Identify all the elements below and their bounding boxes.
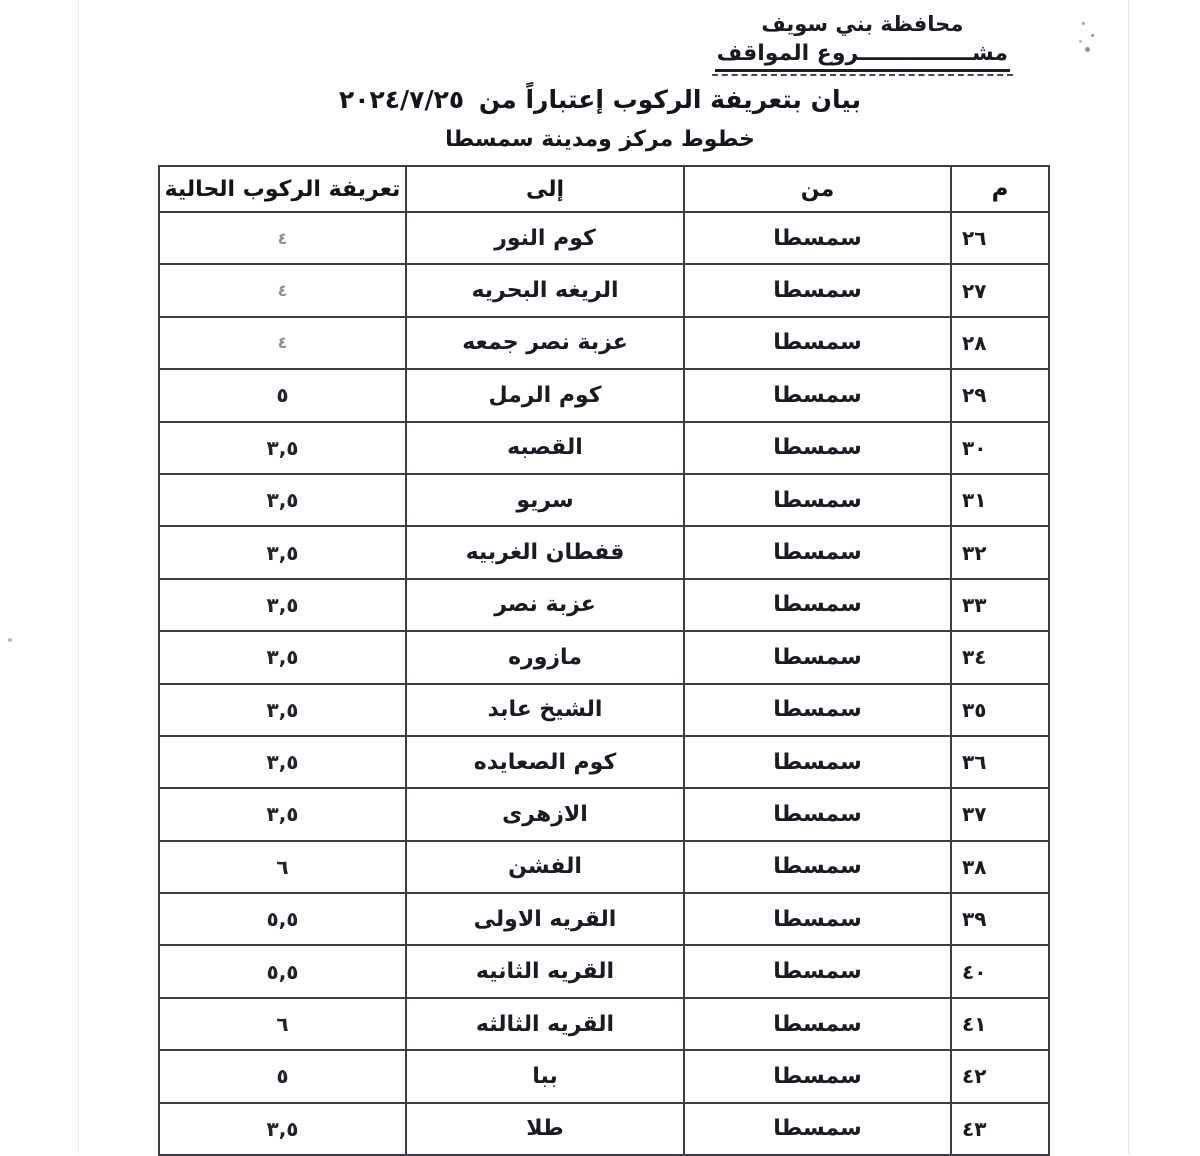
table-row: [159, 369, 1049, 421]
governorate-name: محافظة بني سويف: [761, 12, 964, 36]
to-cell: عزبة نصر جمعه: [406, 317, 684, 369]
row-number-cell: ٤٢: [951, 1050, 1049, 1102]
fare-cell: ٣,٥: [159, 684, 406, 736]
to-cell: الشيخ عابد: [406, 684, 684, 736]
table-row: [159, 893, 1049, 945]
fare-cell: ٤: [159, 264, 406, 316]
from-cell: سمسطا: [684, 264, 951, 316]
header-from: من: [684, 166, 951, 212]
to-cell: طلا: [406, 1103, 684, 1155]
from-cell: سمسطا: [684, 684, 951, 736]
row-number-cell: ٤٠: [951, 945, 1049, 997]
scan-dot: [8, 638, 12, 642]
to-cell: قفطان الغربيه: [406, 526, 684, 578]
row-number-cell: ٣٤: [951, 631, 1049, 683]
title-text: بيان بتعريفة الركوب إعتباراً من: [478, 85, 861, 114]
to-cell: القريه الثالثه: [406, 998, 684, 1050]
from-cell: سمسطا: [684, 893, 951, 945]
to-cell: كوم الصعايده: [406, 736, 684, 788]
department-name: مشـــــــــــــــروع المواقف: [715, 41, 1010, 72]
row-number-cell: ٣١: [951, 474, 1049, 526]
from-cell: سمسطا: [684, 422, 951, 474]
from-cell: سمسطا: [684, 369, 951, 421]
fare-cell: ٣,٥: [159, 422, 406, 474]
letterhead: [715, 12, 1010, 72]
scan-artifact-left-edge: [78, 0, 79, 1153]
to-cell: القريه الاولى: [406, 893, 684, 945]
table-row: [159, 1103, 1049, 1155]
from-cell: سمسطا: [684, 788, 951, 840]
table-row: [159, 474, 1049, 526]
scan-speck: [1082, 22, 1085, 25]
table-row: [159, 264, 1049, 316]
table-row: [159, 317, 1049, 369]
scan-artifact-right-edge: [1128, 0, 1129, 1153]
fare-cell: ٤: [159, 212, 406, 264]
table-row: [159, 736, 1049, 788]
to-cell: الفشن: [406, 841, 684, 893]
table-row: [159, 212, 1049, 264]
to-cell: عزبة نصر: [406, 579, 684, 631]
fare-cell: ٣,٥: [159, 579, 406, 631]
fare-cell: ٥,٥: [159, 945, 406, 997]
from-cell: سمسطا: [684, 212, 951, 264]
from-cell: سمسطا: [684, 998, 951, 1050]
to-cell: القريه الثانيه: [406, 945, 684, 997]
fare-cell: ٣,٥: [159, 788, 406, 840]
from-cell: سمسطا: [684, 736, 951, 788]
row-number-cell: ٣٦: [951, 736, 1049, 788]
table-row: [159, 788, 1049, 840]
row-number-cell: ٢٩: [951, 369, 1049, 421]
table-row: [159, 422, 1049, 474]
row-number-cell: ٣٠: [951, 422, 1049, 474]
from-cell: سمسطا: [684, 317, 951, 369]
from-cell: سمسطا: [684, 841, 951, 893]
row-number-cell: ٣٧: [951, 788, 1049, 840]
table-row: [159, 684, 1049, 736]
to-cell: ببا: [406, 1050, 684, 1102]
row-number-cell: ٣٨: [951, 841, 1049, 893]
table-row: [159, 945, 1049, 997]
effective-date: ٢٠٢٤/٧/٢٥: [339, 85, 465, 114]
to-cell: الازهرى: [406, 788, 684, 840]
fare-cell: ٥: [159, 369, 406, 421]
fare-cell: ٦: [159, 998, 406, 1050]
table-row: [159, 1050, 1049, 1102]
table-row: [159, 841, 1049, 893]
to-cell: الريغه البحريه: [406, 264, 684, 316]
document-subtitle: خطوط مركز ومدينة سمسطا: [445, 127, 755, 152]
fare-cell: ٥: [159, 1050, 406, 1102]
row-number-cell: ٣٥: [951, 684, 1049, 736]
table-header-row: [159, 166, 1049, 212]
row-number-cell: ٢٨: [951, 317, 1049, 369]
table-row: [159, 998, 1049, 1050]
from-cell: سمسطا: [684, 474, 951, 526]
to-cell: القصبه: [406, 422, 684, 474]
from-cell: سمسطا: [684, 1103, 951, 1155]
row-number-cell: ٣٩: [951, 893, 1049, 945]
table-row: [159, 631, 1049, 683]
row-number-cell: ٣٣: [951, 579, 1049, 631]
to-cell: كوم النور: [406, 212, 684, 264]
row-number-cell: ٣٢: [951, 526, 1049, 578]
fare-cell: ٣,٥: [159, 526, 406, 578]
to-cell: سريو: [406, 474, 684, 526]
from-cell: سمسطا: [684, 1050, 951, 1102]
fare-cell: ٣,٥: [159, 474, 406, 526]
from-cell: سمسطا: [684, 579, 951, 631]
table-row: [159, 579, 1049, 631]
from-cell: سمسطا: [684, 945, 951, 997]
header-to: إلى: [406, 166, 684, 212]
fare-table: [158, 165, 1050, 1156]
row-number-cell: ٤١: [951, 998, 1049, 1050]
row-number-cell: ٤٣: [951, 1103, 1049, 1155]
fare-cell: ٣,٥: [159, 736, 406, 788]
row-number-cell: ٢٦: [951, 212, 1049, 264]
to-cell: كوم الرمل: [406, 369, 684, 421]
to-cell: مازوره: [406, 631, 684, 683]
from-cell: سمسطا: [684, 526, 951, 578]
header-number: م: [951, 166, 1049, 212]
header-fare: تعريفة الركوب الحالية: [159, 166, 406, 212]
document-title: [0, 85, 1200, 114]
fare-cell: ٣,٥: [159, 1103, 406, 1155]
fare-cell: ٥,٥: [159, 893, 406, 945]
row-number-cell: ٢٧: [951, 264, 1049, 316]
fare-cell: ٤: [159, 317, 406, 369]
fare-cell: ٣,٥: [159, 631, 406, 683]
table-row: [159, 526, 1049, 578]
from-cell: سمسطا: [684, 631, 951, 683]
fare-cell: ٦: [159, 841, 406, 893]
